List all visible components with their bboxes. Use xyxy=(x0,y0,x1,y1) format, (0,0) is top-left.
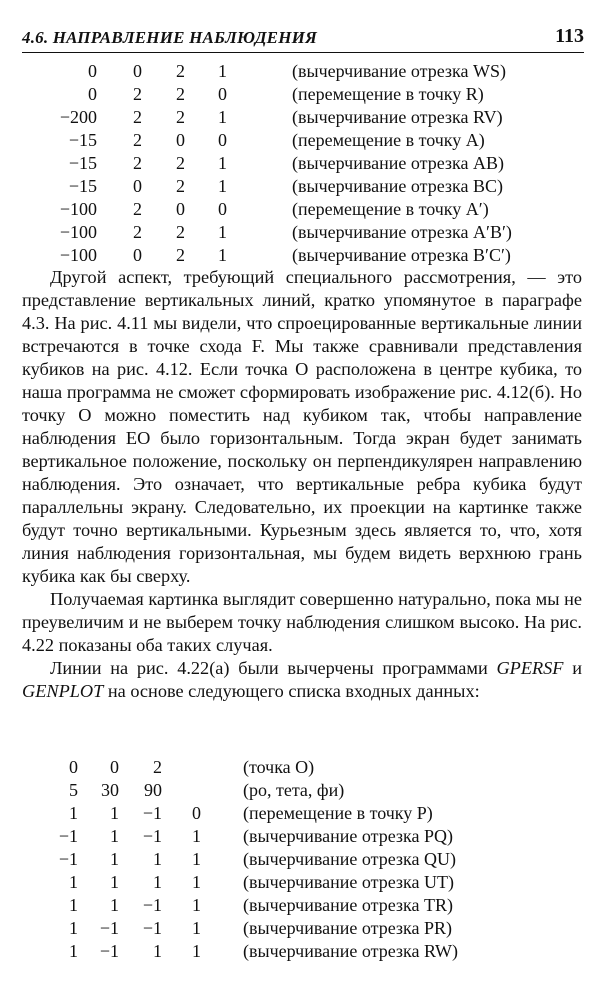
body-text xyxy=(22,266,582,703)
section-title: 4.6. НАПРАВЛЕНИЕ НАБЛЮДЕНИЯ xyxy=(22,28,317,47)
row-comment: (перемещение в точку P) xyxy=(243,803,433,823)
cell-value: 0 xyxy=(192,803,201,823)
cell-value: −100 xyxy=(59,222,97,242)
cell-value: −1 xyxy=(58,826,78,846)
cell-value: 1 xyxy=(110,895,119,915)
row-comment: (вычерчивание отрезка BC) xyxy=(292,176,504,196)
cell-value: 1 xyxy=(110,872,119,892)
cell-value: −1 xyxy=(142,803,162,823)
cell-value: 1 xyxy=(218,176,227,196)
cell-value: 0 xyxy=(88,84,97,104)
cell-value: 2 xyxy=(153,757,162,777)
cell-value: 1 xyxy=(192,826,201,846)
cell-value: −1 xyxy=(99,918,119,938)
cell-value: 0 xyxy=(133,245,142,265)
cell-value: 90 xyxy=(144,780,162,800)
cell-value: 1 xyxy=(218,222,227,242)
table-row xyxy=(0,152,605,175)
row-comment: (вычерчивание отрезка TR) xyxy=(243,895,453,915)
paragraph-text: и xyxy=(572,658,583,678)
cell-value: 0 xyxy=(69,757,78,777)
row-comment: (вычерчивание отрезка B′C′) xyxy=(292,245,511,265)
row-comment: (вычерчивание отрезка AB) xyxy=(292,153,505,173)
cell-value: 2 xyxy=(133,199,142,219)
cell-value: 1 xyxy=(69,895,78,915)
cell-value: 1 xyxy=(69,941,78,961)
cell-value: 1 xyxy=(218,153,227,173)
cell-value: 1 xyxy=(110,803,119,823)
cell-value: 1 xyxy=(153,941,162,961)
cell-value: 2 xyxy=(176,176,185,196)
cell-value: 0 xyxy=(218,130,227,150)
row-comment: (перемещение в точку R) xyxy=(292,84,484,104)
cell-value: 2 xyxy=(176,84,185,104)
cell-value: −1 xyxy=(142,918,162,938)
table-row xyxy=(0,802,605,825)
paragraph: Другой аспект, требующий специального рассмотрения, — это представление вертикальных линий, кратко упомянутое в параграфе 4.3. На рис. 4.11 мы видели, что спроецированные вертикальные линии встречаются в точке схода F. Мы также сравнивали представления кубиков на рис. 4.12. Если точка O расположена в центре кубика, то наша программа не сможет сформировать изображение рис. 4.12(б). Но точку O можно поместить над кубиком так, чтобы направление наблюдения EO было горизонтальным. Тогда экран будет занимать вертикальное положение, поскольку он перпендикулярен направлению наблюдения. Это означает, что вертикальные ребра кубика будут параллельны экрану. Следовательно, их проекции на картинке также будут точно вертикальными. Курьезным здесь является то, что, хотя линия наблюдения горизонтальная, мы будем видеть верхнюю грань кубика как бы сверху. xyxy=(22,267,582,586)
table-row xyxy=(0,917,605,940)
table-row xyxy=(0,894,605,917)
row-comment: (вычерчивание отрезка A′B′) xyxy=(292,222,512,242)
cell-value: 0 xyxy=(133,61,142,81)
cell-value: 30 xyxy=(101,780,119,800)
cell-value: −1 xyxy=(142,895,162,915)
cell-value: 1 xyxy=(218,245,227,265)
cell-value: 2 xyxy=(133,84,142,104)
cell-value: 1 xyxy=(192,918,201,938)
cell-value: 1 xyxy=(69,918,78,938)
row-comment: (вычерчивание отрезка RV) xyxy=(292,107,503,127)
cell-value: 0 xyxy=(218,84,227,104)
paragraph-text: на основе следующего списка входных данных: xyxy=(107,681,480,701)
cell-value: 1 xyxy=(110,849,119,869)
table-row xyxy=(0,244,605,267)
table-row xyxy=(0,779,605,802)
cell-value: −100 xyxy=(59,245,97,265)
cell-value: 1 xyxy=(192,941,201,961)
cell-value: −200 xyxy=(59,107,97,127)
row-comment: (вычерчивание отрезка PR) xyxy=(243,918,453,938)
table-row xyxy=(0,871,605,894)
cell-value: 0 xyxy=(176,199,185,219)
cell-value: 1 xyxy=(218,61,227,81)
cell-value: 1 xyxy=(110,826,119,846)
page-number: 113 xyxy=(555,25,584,47)
cell-value: 2 xyxy=(133,222,142,242)
cell-value: 2 xyxy=(176,245,185,265)
cell-value: 1 xyxy=(192,872,201,892)
row-comment: (перемещение в точку A) xyxy=(292,130,485,150)
cell-value: −15 xyxy=(68,176,97,196)
cell-value: 0 xyxy=(218,199,227,219)
cell-value: −1 xyxy=(142,826,162,846)
cell-value: 1 xyxy=(153,849,162,869)
cell-value: 0 xyxy=(110,757,119,777)
cell-value: −1 xyxy=(58,849,78,869)
cell-value: 2 xyxy=(176,153,185,173)
cell-value: 0 xyxy=(176,130,185,150)
table-row xyxy=(0,825,605,848)
table-row xyxy=(0,848,605,871)
program-name: GENPLOT xyxy=(22,681,104,701)
cell-value: 1 xyxy=(192,849,201,869)
row-comment: (вычерчивание отрезка RW) xyxy=(243,941,458,961)
paragraph-text: Линии на рис. 4.22(а) были вычерчены программами xyxy=(50,658,488,678)
cell-value: 1 xyxy=(69,803,78,823)
running-header xyxy=(22,22,584,53)
paragraph xyxy=(22,588,582,657)
table-row xyxy=(0,83,605,106)
table-row xyxy=(0,175,605,198)
row-comment: (перемещение в точку A′) xyxy=(292,199,489,219)
table-row xyxy=(0,756,605,779)
table-row xyxy=(0,106,605,129)
cell-value: −1 xyxy=(99,941,119,961)
row-comment: (вычерчивание отрезка QU) xyxy=(243,849,456,869)
row-comment: (вычерчивание отрезка WS) xyxy=(292,61,506,81)
cell-value: 1 xyxy=(69,872,78,892)
table-row xyxy=(0,60,605,83)
row-comment: (вычерчивание отрезка UT) xyxy=(243,872,454,892)
cell-value: 5 xyxy=(69,780,78,800)
cell-value: 2 xyxy=(133,153,142,173)
cell-value: 1 xyxy=(218,107,227,127)
table-row xyxy=(0,940,605,963)
table-row xyxy=(0,221,605,244)
data-table-2 xyxy=(0,756,605,963)
table-row xyxy=(0,198,605,221)
row-comment: (ро, тета, фи) xyxy=(243,780,345,800)
cell-value: −15 xyxy=(68,130,97,150)
cell-value: 2 xyxy=(176,107,185,127)
data-table-1 xyxy=(0,60,605,267)
cell-value: 2 xyxy=(176,61,185,81)
paragraph-text: Получаемая картинка выглядит совершенно натурально, пока мы не преувеличим и не выберем точку наблюдения слишком высоко. На рис. 4.22 показаны оба таких случая. xyxy=(22,589,582,655)
table-row xyxy=(0,129,605,152)
row-comment: (точка O) xyxy=(243,757,315,777)
cell-value: 1 xyxy=(192,895,201,915)
row-comment: (вычерчивание отрезка PQ) xyxy=(243,826,454,846)
cell-value: 0 xyxy=(133,176,142,196)
program-name: GPERSF xyxy=(496,658,564,678)
paragraph xyxy=(22,657,582,703)
cell-value: 2 xyxy=(176,222,185,242)
cell-value: 2 xyxy=(133,130,142,150)
cell-value: 1 xyxy=(153,872,162,892)
cell-value: −15 xyxy=(68,153,97,173)
cell-value: −100 xyxy=(59,199,97,219)
cell-value: 0 xyxy=(88,61,97,81)
cell-value: 2 xyxy=(133,107,142,127)
